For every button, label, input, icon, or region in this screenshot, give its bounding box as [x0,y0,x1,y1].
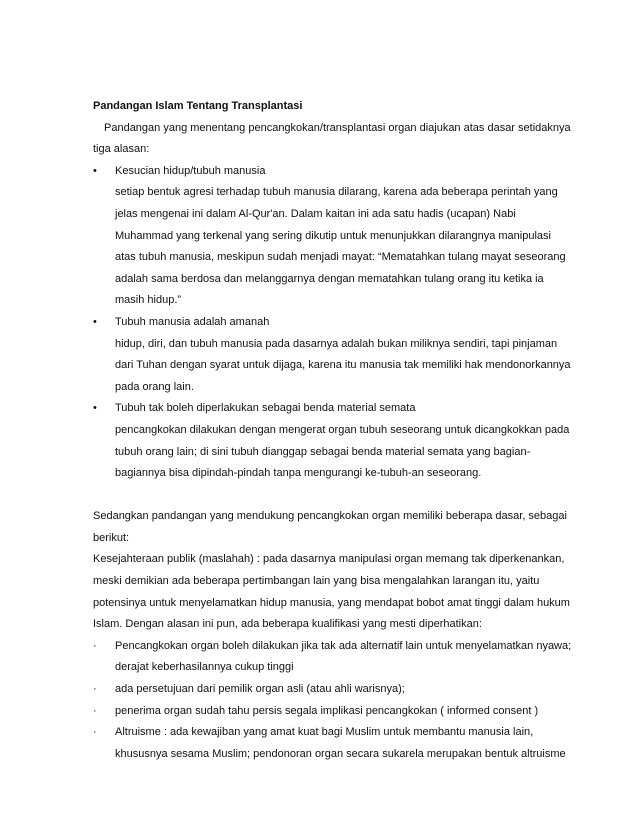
reason-heading: Tubuh tak boleh diperlakukan sebagai benda material semata [115,402,416,415]
document-body [93,96,573,765]
qualification-item [93,722,573,765]
reason-heading: Kesucian hidup/tubuh manusia [115,164,266,177]
bullet-mark: • [93,402,97,415]
reason-body: pencangkokan dilakukan dengan mengerat organ tubuh seseorang untuk dicangkokkan pada tubuh orang lain; di sini tubuh dianggap sebagai benda material semata yang bagian-bagiannya bisa dipindah-pindah tanpa mengurangi ke-tubuh-an seseorang. [115,423,570,480]
reason-body: hidup, diri, dan tubuh manusia pada dasarnya adalah bukan miliknya sendiri, tapi pinjaman dari Tuhan dengan syarat untuk dijaga, karena itu manusia tak memiliki hak mendonorkannya pada orang lain. [115,337,571,393]
document-title: Pandangan Islam Tentang Transplantasi [93,100,303,112]
reason-item [93,312,573,334]
bullet-mark: · [93,704,97,717]
bullet-mark: · [93,639,97,652]
qualification-text: Pencangkokan organ boleh dilakukan jika tak ada alternatif lain untuk menyelamatkan nyawa; derajat keberhasilannya cukup tinggi [115,639,572,674]
bullet-mark: • [93,164,97,177]
intro-paragraph: Pandangan yang menentang pencangkokan/transplantasi organ diajukan atas dasar setidaknya tiga alasan: [93,121,571,156]
support-intro-paragraph: Sedangkan pandangan yang mendukung pencangkokan organ memiliki beberapa dasar, sebagai berikut: [93,510,567,544]
reason-item [93,161,573,183]
bullet-mark: • [93,315,97,328]
bullet-mark: · [93,683,97,696]
paragraph-spacer [93,485,573,507]
qualification-text: ada persetujuan dari pemilik organ asli (atau ahli warisnya); [115,683,405,696]
qualification-text: penerima organ sudah tahu persis segala implikasi pencangkokan ( informed consent ) [115,704,539,717]
bullet-mark: · [93,726,97,739]
reason-heading: Tubuh manusia adalah amanah [115,315,270,328]
qualification-item [93,636,573,679]
support-body-paragraph: Kesejahteraan publik (maslahah) : pada dasarnya manipulasi organ memang tak diperkenankan, meski demikian ada beberapa pertimbangan lain yang bisa mengalahkan larangan itu, yaitu potensinya untuk menyelamatkan hidup manusia, yang mendapat bobot amat tinggi dalam hukum Islam. Dengan alasan ini pun, ada beberapa kualifikasi yang mesti diperhatikan: [93,553,570,631]
reason-body: setiap bentuk agresi terhadap tubuh manusia dilarang, karena ada beberapa perintah yang jelas mengenai ini dalam Al-Qur'an. Dalam kaitan ini ada satu hadis (ucapan) Nabi Muhammad yang terkenal yang sering dikutip untuk menunjukkan dilarangnya manipulasi atas tubuh manusia, meskipun sudah menjadi mayat: “Mematahkan tulang mayat seseorang adalah sama berdosa dan melanggarnya dengan mematahkan tulang orang itu ketika ia masih hidup.” [115,186,566,307]
reason-item [93,398,573,420]
qualification-text: Altruisme : ada kewajiban yang amat kuat bagi Muslim untuk membantu manusia lain, khususnya sesama Muslim; pendonoran organ secara sukarela merupakan bentuk altruisme [115,726,566,760]
qualification-item [93,701,573,723]
qualification-item [93,679,573,701]
